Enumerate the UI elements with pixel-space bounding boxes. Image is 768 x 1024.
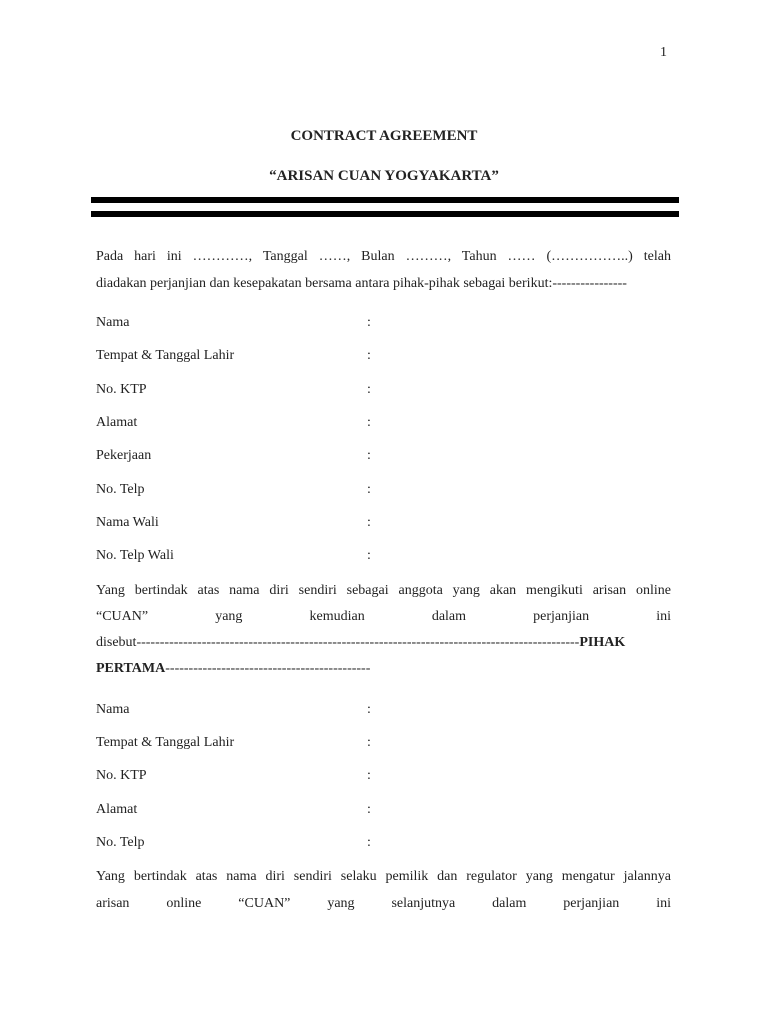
pertama-label: PERTAMA xyxy=(96,661,166,676)
field-colon: : xyxy=(367,835,371,850)
field-label-alamat: Alamat xyxy=(96,802,138,817)
field-label-nama-wali: Nama Wali xyxy=(96,515,159,530)
first-party-statement-line-2: “CUAN” yang kemudian dalam perjanjian ini xyxy=(96,609,671,624)
intro-line-1: Pada hari ini …………, Tanggal ……, Bulan ………, Tahun …… (……………..) telah xyxy=(96,249,671,264)
field-colon: : xyxy=(367,448,371,463)
field-label-no-ktp: No. KTP xyxy=(96,768,147,783)
field-label-no-telp: No. Telp xyxy=(96,482,145,497)
document-subtitle: “ARISAN CUAN YOGYAKARTA” xyxy=(269,168,499,184)
field-colon: : xyxy=(367,315,371,330)
first-party-statement-line-1: Yang bertindak atas nama diri sendiri sebagai anggota yang akan mengikuti arisan online xyxy=(96,583,671,598)
field-colon: : xyxy=(367,548,371,563)
header-divider-bottom xyxy=(91,211,679,217)
field-colon: : xyxy=(367,768,371,783)
field-label-nama: Nama xyxy=(96,315,130,330)
field-colon: : xyxy=(367,348,371,363)
document-title: CONTRACT AGREEMENT xyxy=(290,128,478,144)
field-label-pekerjaan: Pekerjaan xyxy=(96,448,152,463)
page-number: 1 xyxy=(660,45,667,60)
intro-line-2: diadakan perjanjian dan kesepakatan bersama antara pihak-pihak sebagai berikut:---------------- xyxy=(96,276,627,291)
pihak-label: PIHAK xyxy=(579,635,626,650)
field-colon: : xyxy=(367,702,371,717)
field-label-no-ktp: No. KTP xyxy=(96,382,147,397)
field-colon: : xyxy=(367,802,371,817)
field-colon: : xyxy=(367,515,371,530)
field-label-alamat: Alamat xyxy=(96,415,138,430)
header-divider-top xyxy=(91,197,679,203)
field-colon: : xyxy=(367,382,371,397)
field-label-nama: Nama xyxy=(96,702,130,717)
field-label-tempat-tanggal-lahir: Tempat & Tanggal Lahir xyxy=(96,348,235,363)
field-label-tempat-tanggal-lahir: Tempat & Tanggal Lahir xyxy=(96,735,235,750)
field-colon: : xyxy=(367,735,371,750)
second-party-statement-line-2: arisan online “CUAN” yang selanjutnya dalam perjanjian ini xyxy=(96,896,671,911)
first-party-statement-line-3 xyxy=(96,630,671,656)
disebut-text: disebut----------------------------------------------------------------------------------------------- xyxy=(96,635,580,650)
second-party-statement-line-1: Yang bertindak atas nama diri sendiri selaku pemilik dan regulator yang mengatur jalannya xyxy=(96,869,671,884)
field-colon: : xyxy=(367,415,371,430)
field-colon: : xyxy=(367,482,371,497)
field-label-no-telp: No. Telp xyxy=(96,835,145,850)
dash-fill: -------------------------------------------- xyxy=(165,661,371,676)
first-party-statement-line-4 xyxy=(96,656,671,682)
field-label-no-telp-wali: No. Telp Wali xyxy=(96,548,174,563)
